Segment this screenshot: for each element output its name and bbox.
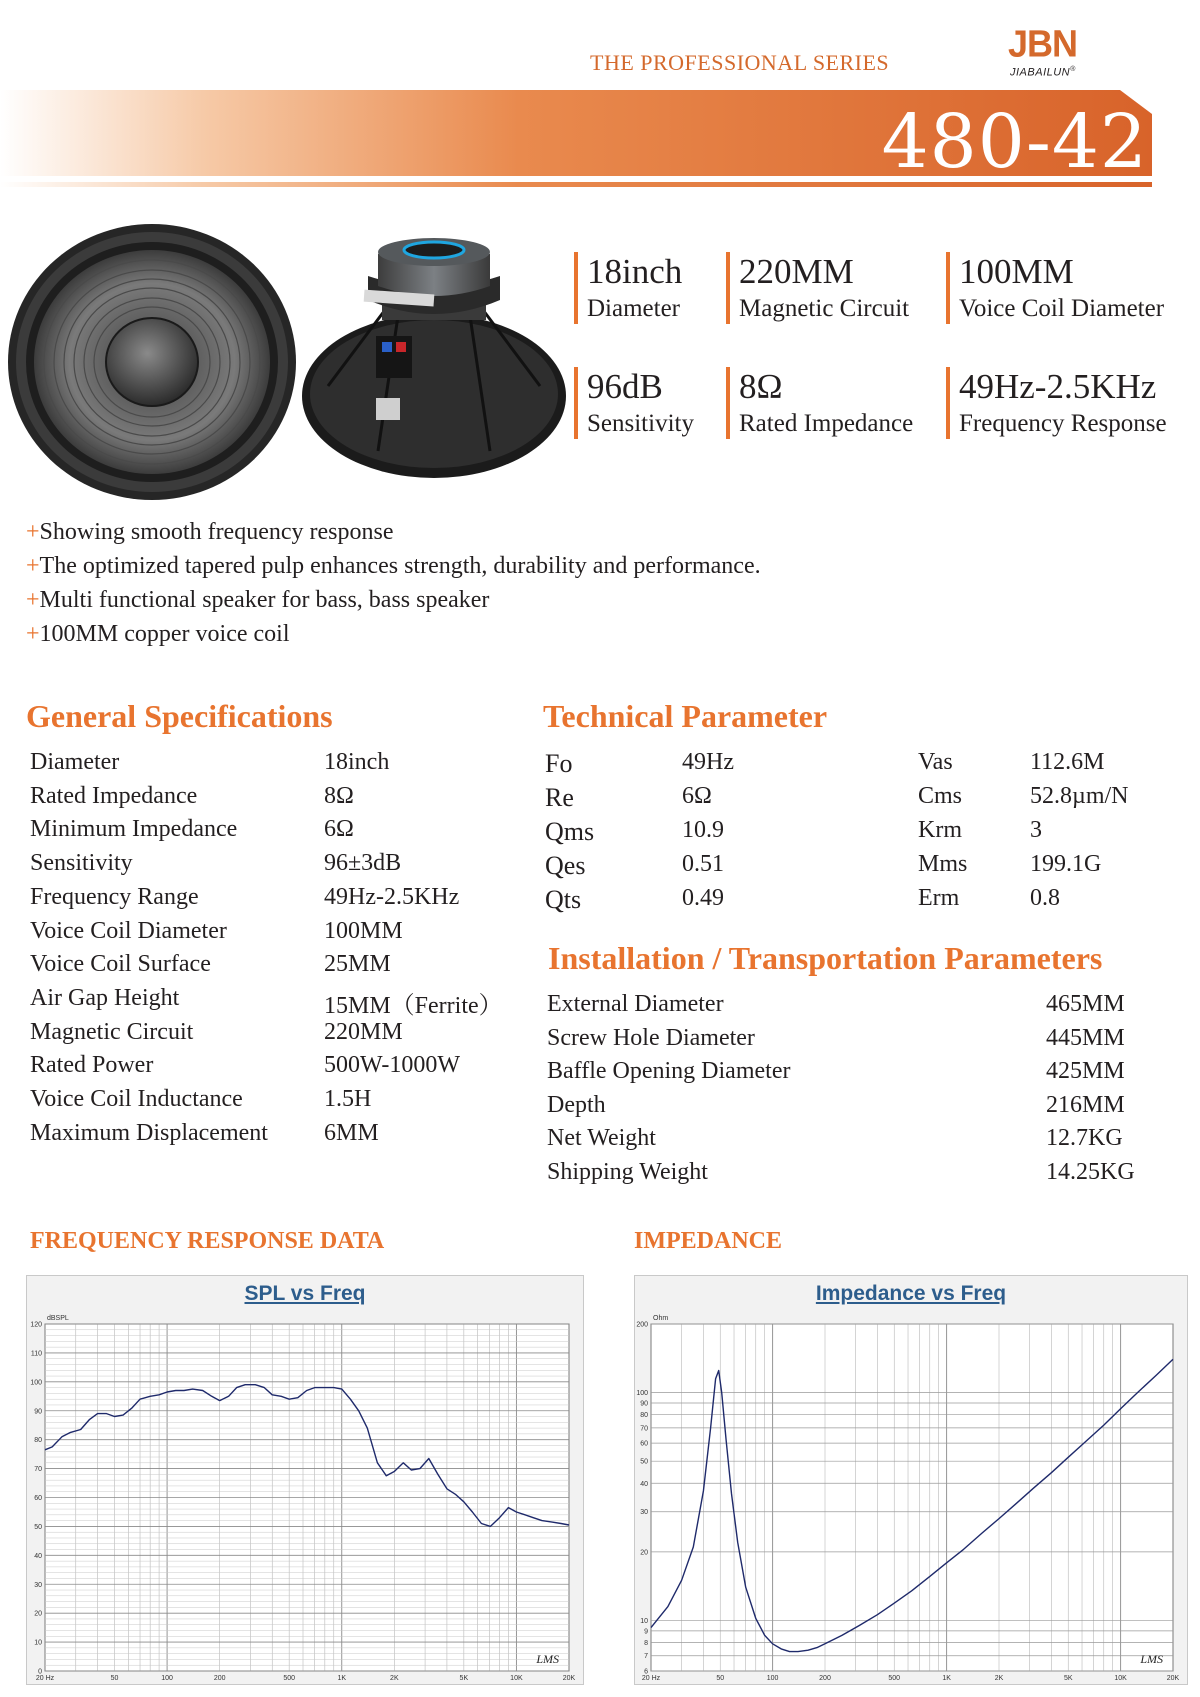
- key-stat-value: 18inch: [587, 252, 683, 291]
- key-stat-label: Rated Impedance: [739, 410, 914, 437]
- lms-watermark: LMS: [536, 1652, 559, 1666]
- y-tick-label: 50: [640, 1458, 648, 1466]
- param-name: Cms: [918, 783, 963, 809]
- installation-heading: Installation / Transportation Parameters: [548, 940, 1103, 976]
- frequency-response-heading: FREQUENCY RESPONSE DATA: [30, 1228, 385, 1254]
- install-name: Net Weight: [547, 1125, 656, 1151]
- install-value: 14.25KG: [1046, 1158, 1135, 1185]
- param-value: 0.51: [682, 851, 724, 877]
- key-stat: [946, 367, 1167, 439]
- x-tick-label: 100: [161, 1675, 173, 1682]
- param-value: 6Ω: [682, 783, 712, 809]
- spec-name: Frequency Range: [30, 883, 199, 910]
- x-tick-label: 1K: [942, 1675, 951, 1682]
- spec-value: 8Ω: [324, 782, 354, 809]
- x-tick-label: 50: [716, 1675, 725, 1682]
- lms-watermark: LMS: [1140, 1652, 1163, 1666]
- y-tick-label: 50: [34, 1523, 42, 1531]
- spec-name: Rated Impedance: [30, 782, 198, 809]
- impedance-vs-freq-chart: [635, 1276, 1187, 1684]
- param-name: Fo: [545, 749, 573, 778]
- key-stat-label: Voice Coil Diameter: [959, 295, 1165, 322]
- spec-value: 1.5H: [324, 1086, 372, 1112]
- y-tick-label: 8: [644, 1640, 648, 1648]
- key-stat-value: 220MM: [739, 252, 854, 291]
- y-axis-label: dBSPL: [47, 1315, 69, 1322]
- param-name: Qts: [545, 885, 582, 914]
- param-value: 52.8µm/N: [1030, 783, 1129, 809]
- key-stat-label: Diameter: [587, 295, 681, 322]
- spec-name: Maximum Displacement: [30, 1119, 268, 1146]
- y-tick-label: 80: [640, 1412, 648, 1420]
- feature-item: [26, 515, 761, 549]
- y-tick-label: 100: [30, 1379, 42, 1387]
- x-tick-label: 10K: [1114, 1675, 1127, 1682]
- x-tick-label: 200: [819, 1675, 831, 1682]
- x-tick-label: 20 Hz: [641, 1675, 661, 1682]
- spec-name: Sensitivity: [30, 850, 133, 877]
- general-specs-heading: General Specifications: [26, 698, 333, 734]
- x-tick-label: 20K: [1166, 1675, 1180, 1682]
- x-tick-label: 20 Hz: [35, 1675, 55, 1682]
- install-name: Shipping Weight: [547, 1158, 708, 1185]
- key-stat: [574, 367, 694, 439]
- param-value: 0.49: [682, 885, 724, 911]
- param-name: Qms: [545, 817, 595, 846]
- y-tick-label: 10: [640, 1617, 648, 1625]
- spec-name: Magnetic Circuit: [30, 1018, 194, 1045]
- logo-subtext: JIABAILUN®: [1010, 66, 1076, 79]
- x-tick-label: 2K: [390, 1675, 399, 1682]
- spec-value: 220MM: [324, 1018, 403, 1045]
- y-tick-label: 80: [34, 1437, 42, 1445]
- series-title: THE PROFESSIONAL SERIES: [590, 50, 890, 75]
- key-stat-label: Sensitivity: [587, 410, 694, 437]
- key-stat: [726, 367, 913, 439]
- x-tick-label: 100: [766, 1675, 779, 1682]
- feature-text: Multi functional speaker for bass, bass speaker: [39, 587, 490, 613]
- y-tick-label: 70: [640, 1425, 648, 1433]
- x-tick-label: 500: [283, 1675, 296, 1682]
- spec-value: 100MM: [324, 917, 403, 944]
- spec-value: 15MM（Ferrite）: [324, 992, 503, 1019]
- y-tick-label: 30: [34, 1581, 42, 1589]
- y-axis-label: Ohm: [653, 1315, 669, 1322]
- plus-icon: +: [26, 519, 40, 545]
- spec-value: 25MM: [324, 951, 391, 978]
- spl-chart-panel: [26, 1275, 584, 1685]
- logo-wordmark: JBN: [1008, 21, 1078, 65]
- spec-name: Voice Coil Inductance: [30, 1086, 243, 1112]
- y-tick-label: 60: [640, 1440, 648, 1448]
- x-tick-label: 500: [888, 1675, 901, 1682]
- key-stat-label: Frequency Response: [959, 410, 1167, 437]
- x-tick-label: 20K: [562, 1675, 576, 1682]
- y-tick-label: 30: [640, 1509, 648, 1517]
- param-value: 49Hz: [682, 749, 734, 775]
- install-value: 445MM: [1046, 1024, 1125, 1051]
- key-stat-value: 8Ω: [739, 367, 783, 406]
- spl-vs-freq-chart: [27, 1276, 583, 1684]
- install-value: 425MM: [1046, 1058, 1125, 1084]
- key-stat-label: Magnetic Circuit: [739, 295, 910, 322]
- feature-list: [26, 515, 761, 651]
- spec-name: Rated Power: [30, 1052, 154, 1079]
- x-tick-label: 5K: [1063, 1675, 1073, 1682]
- spec-name: Voice Coil Diameter: [30, 917, 227, 944]
- x-tick-label: 1K: [337, 1675, 347, 1682]
- install-value: 465MM: [1046, 991, 1125, 1017]
- install-name: Baffle Opening Diameter: [547, 1058, 791, 1084]
- y-tick-label: 70: [34, 1466, 42, 1474]
- impedance-heading: IMPEDANCE: [634, 1228, 782, 1254]
- y-tick-label: 120: [30, 1321, 42, 1329]
- feature-text: 100MM copper voice coil: [39, 621, 290, 647]
- key-stat: [726, 252, 909, 324]
- y-tick-label: 6: [644, 1668, 648, 1676]
- key-stat: [946, 252, 1164, 324]
- spec-name: Diameter: [30, 749, 120, 775]
- grid-lines: [45, 1324, 569, 1671]
- y-tick-label: 0: [38, 1668, 42, 1676]
- y-tick-label: 60: [34, 1495, 42, 1502]
- speaker-back-image: [298, 236, 570, 486]
- install-value: 216MM: [1046, 1091, 1125, 1118]
- param-name: Re: [545, 783, 574, 812]
- speaker-front-image: [6, 222, 298, 502]
- param-name: Vas: [918, 749, 953, 775]
- feature-text: Showing smooth frequency response: [39, 519, 394, 545]
- plus-icon: +: [26, 587, 40, 613]
- y-tick-label: 100: [636, 1390, 648, 1398]
- install-name: External Diameter: [547, 991, 724, 1017]
- feature-item: [26, 583, 761, 617]
- impedance-chart-title: Impedance vs Freq: [815, 1282, 1007, 1305]
- key-stat-value: 100MM: [959, 252, 1074, 291]
- x-tick-label: 200: [213, 1675, 226, 1682]
- spec-value: 49Hz-2.5KHz: [324, 883, 460, 910]
- brand-logo: [1008, 21, 1113, 82]
- y-tick-label: 20: [640, 1549, 648, 1557]
- param-value: 0.8: [1030, 885, 1060, 911]
- spec-name: Minimum Impedance: [30, 816, 238, 843]
- spec-name: Air Gap Height: [30, 984, 180, 1011]
- plus-icon: +: [26, 553, 40, 579]
- y-tick-label: 7: [644, 1653, 648, 1661]
- param-value: 3: [1030, 817, 1042, 843]
- spec-value: 6MM: [324, 1119, 379, 1146]
- install-name: Depth: [547, 1091, 606, 1118]
- y-tick-label: 200: [636, 1321, 648, 1329]
- feature-item: [26, 617, 761, 651]
- plot-area: [651, 1324, 1173, 1671]
- param-name: Krm: [918, 817, 962, 843]
- feature-item: [26, 549, 761, 583]
- x-tick-label: 2K: [994, 1675, 1004, 1682]
- install-name: Screw Hole Diameter: [547, 1024, 755, 1051]
- spl-chart-title: SPL vs Freq: [244, 1282, 366, 1305]
- y-tick-label: 10: [34, 1639, 42, 1647]
- install-value: 12.7KG: [1046, 1125, 1123, 1151]
- spec-value: 6Ω: [324, 816, 354, 843]
- param-value: 112.6M: [1030, 749, 1105, 775]
- param-value: 199.1G: [1030, 851, 1102, 877]
- feature-text: The optimized tapered pulp enhances strength, durability and performance.: [39, 553, 761, 579]
- y-tick-label: 90: [34, 1408, 42, 1416]
- impedance-chart-panel: [634, 1275, 1188, 1685]
- x-tick-label: 50: [110, 1675, 119, 1682]
- y-tick-label: 40: [34, 1552, 42, 1560]
- y-tick-label: 40: [640, 1480, 648, 1488]
- spec-value: 18inch: [324, 749, 390, 775]
- y-tick-label: 9: [644, 1628, 648, 1636]
- y-tick-label: 20: [34, 1610, 42, 1618]
- spec-name: Voice Coil Surface: [30, 951, 211, 978]
- param-name: Erm: [918, 885, 960, 911]
- param-name: Mms: [918, 851, 968, 877]
- technical-parameter-heading: Technical Parameter: [543, 698, 828, 734]
- y-tick-label: 110: [30, 1350, 42, 1358]
- y-tick-label: 90: [640, 1400, 648, 1408]
- param-name: Qes: [545, 851, 586, 880]
- x-tick-label: 5K: [459, 1675, 469, 1682]
- plus-icon: +: [26, 621, 40, 647]
- spec-value: 500W-1000W: [324, 1052, 460, 1079]
- param-value: 10.9: [682, 817, 724, 843]
- spec-value: 96±3dB: [324, 850, 402, 877]
- model-number: 480-42: [881, 99, 1148, 185]
- x-tick-label: 10K: [510, 1675, 523, 1682]
- key-stat: [574, 252, 682, 324]
- key-stat-value: 96dB: [587, 367, 663, 406]
- key-stat-value: 49Hz-2.5KHz: [959, 367, 1157, 406]
